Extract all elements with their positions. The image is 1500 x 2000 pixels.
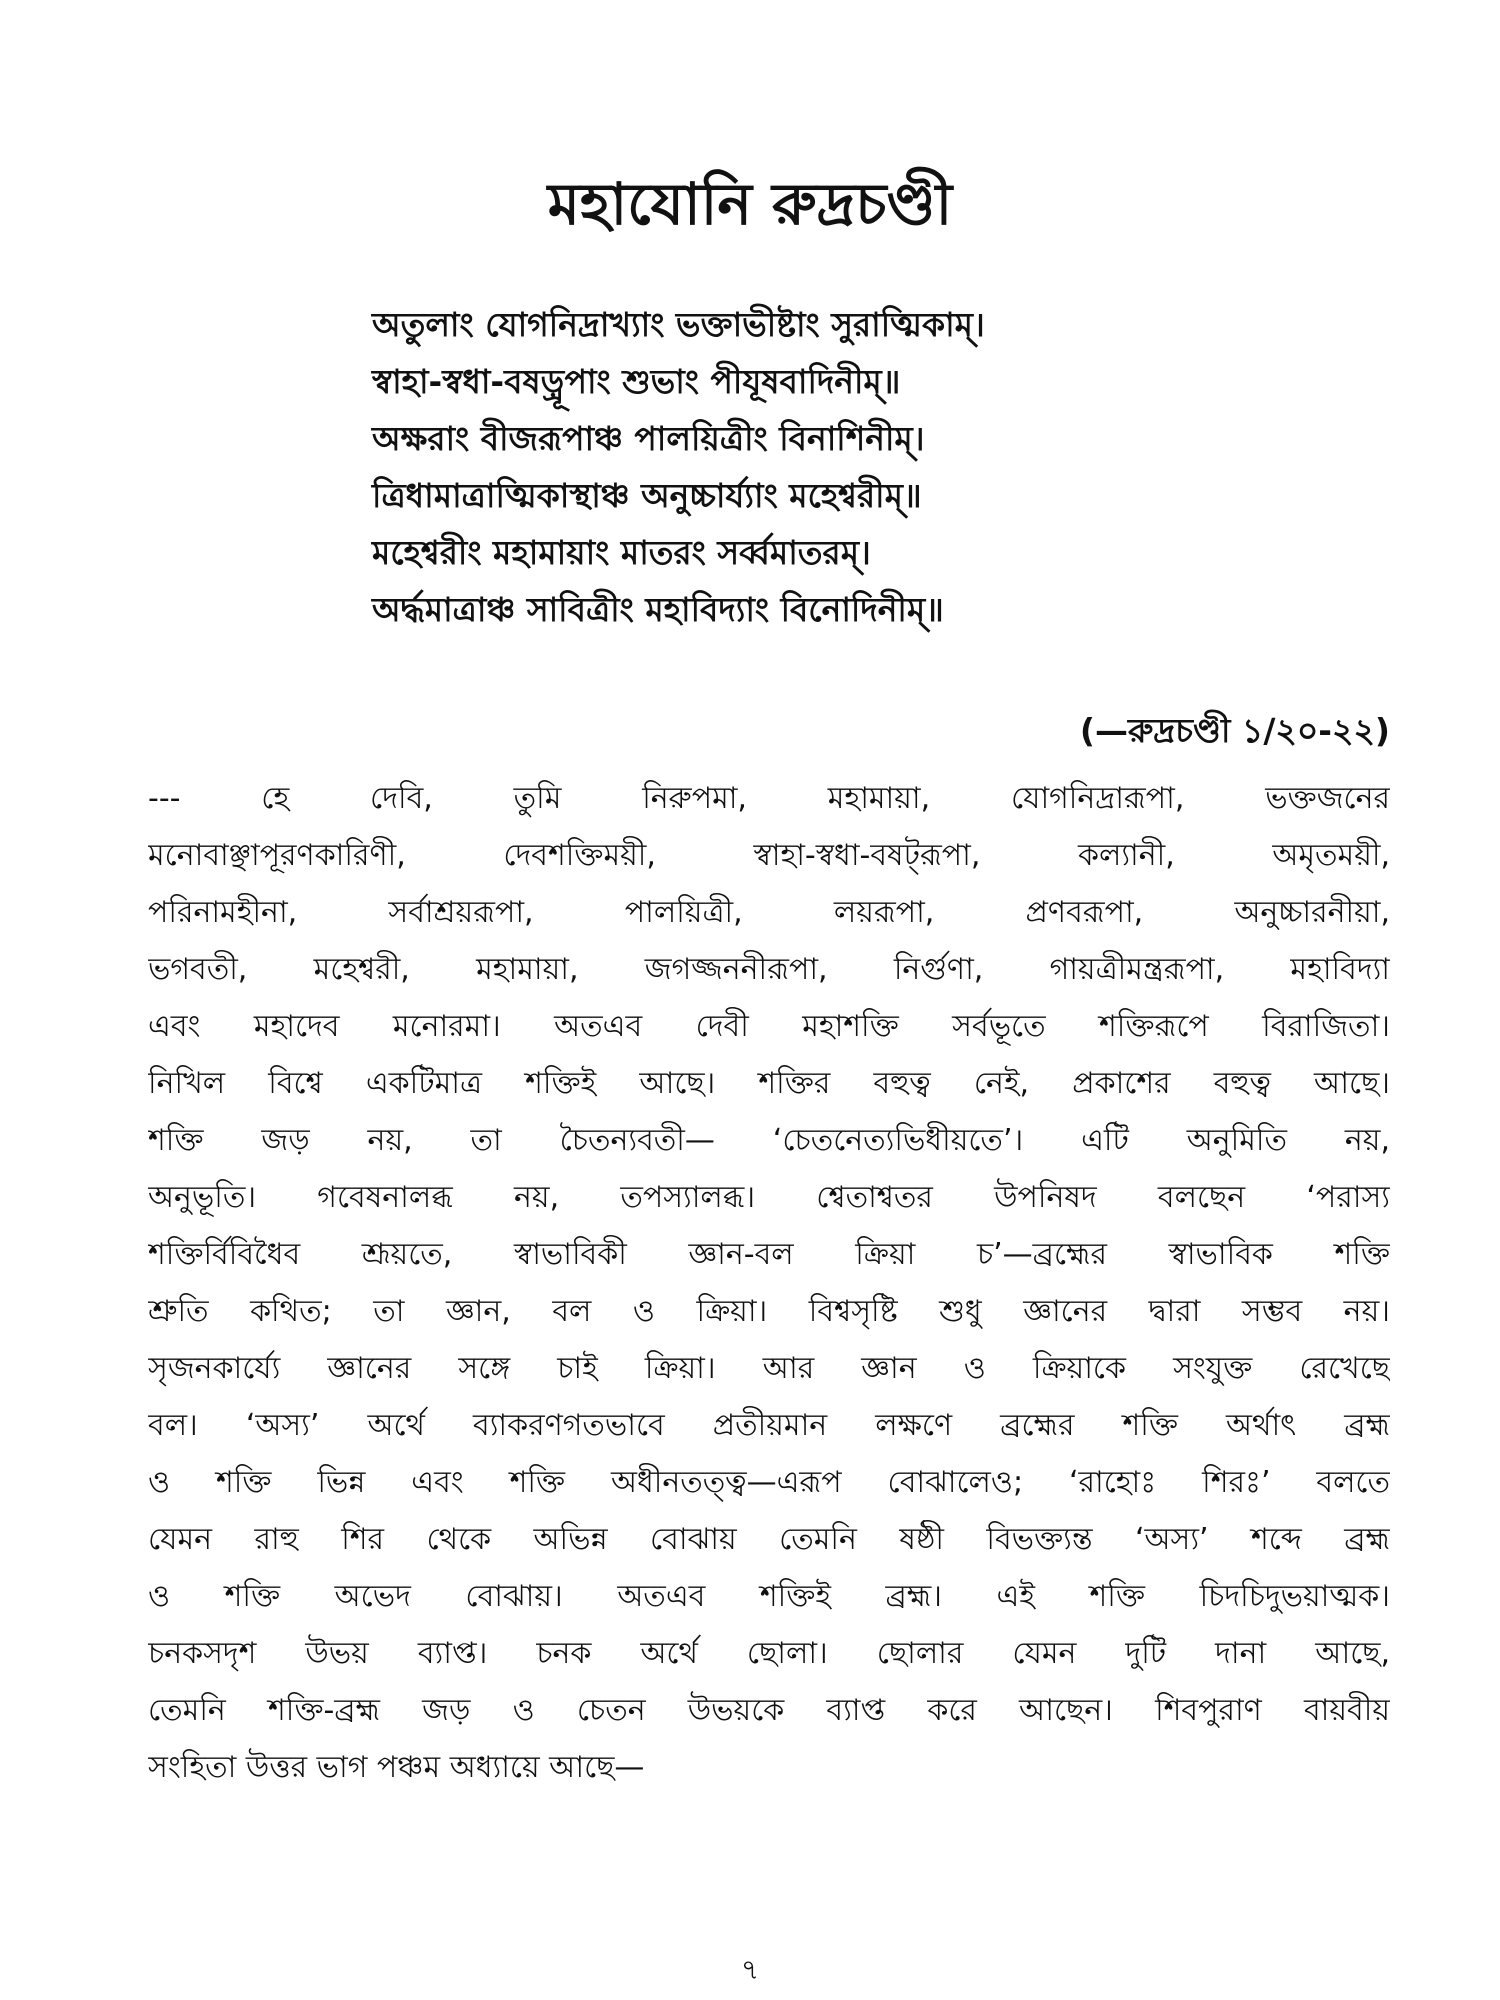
prose-line: চনকসদৃশ উভয় ব্যাপ্ত। চনক অর্থে ছোলা। ছোলার যেমন দুটি দানা আছে, [148,1636,1390,1671]
verse-line: অতুলাং যোগনিদ্রাখ্যাং ভক্তাভীষ্টাং সুরাত্মিকাম্। [372,305,985,344]
prose-line: অনুভূতি। গবেষনালব্ধ নয়, তপস্যালব্ধ। শ্বেতাশ্বতর উপনিষদ বলছেন ‘পরাস্য [148,1180,1390,1215]
prose-line: শক্তি জড় নয়, তা চৈতন্যবতী— ‘চেতনেত্যভিধীয়তে’। এটি অনুমিতি নয়, [148,1123,1390,1158]
verse-line: অর্দ্ধমাত্রাঞ্চ সাবিত্রীং মহাবিদ্যাং বিনোদিনীম্॥ [372,590,944,629]
verse-line: স্বাহা-স্বধা-বষড়্রূপাং শুভাং পীযূষবাদিনীম্॥ [372,362,901,401]
prose-line: ভগবতী, মহেশ্বরী, মহামায়া, জগজ্জননীরূপা, নির্গুণা, গায়ত্রীমন্ত্ররূপা, মহাবিদ্যা [148,952,1390,987]
sanskrit-verses [372,296,1422,638]
page-number: ৭ [740,1953,760,1986]
prose-line: মনোবাঞ্ছাপূরণকারিণী, দেবশক্তিময়ী, স্বাহা-স্বধা-বষট্‌রূপা, কল্যানী, অমৃতময়ী, [148,838,1390,873]
prose-line: নিখিল বিশ্বে একটিমাত্র শক্তিই আছে। শক্তির বহুত্ব নেই, প্রকাশের বহুত্ব আছে। [148,1066,1390,1101]
prose-line: তেমনি শক্তি-ব্রহ্ম জড় ও চেতন উভয়কে ব্যাপ্ত করে আছেন। শিবপুরাণ বায়বীয় [148,1693,1390,1728]
prose-line: সৃজনকার্য্যে জ্ঞানের সঙ্গে চাই ক্রিয়া। আর জ্ঞান ও ক্রিয়াকে সংযুক্ত রেখেছে [148,1351,1390,1386]
prose-line: যেমন রাহু শির থেকে অভিন্ন বোঝায় তেমনি ষষ্ঠী বিভক্ত্যন্ত ‘অস্য’ শব্দে ব্রহ্ম [148,1522,1390,1557]
commentary-paragraph [148,770,1390,1796]
prose-line: শক্তির্বিবিধৈব শ্রূয়তে, স্বাভাবিকী জ্ঞান-বল ক্রিয়া চ’—ব্রহ্মের স্বাভাবিক শক্তি [148,1237,1390,1272]
prose-line: বল। ‘অস্য’ অর্থে ব্যাকরণগতভাবে প্রতীয়মান লক্ষণে ব্রহ্মের শক্তি অর্থাৎ ব্রহ্ম [148,1408,1390,1443]
prose-line: সংহিতা উত্তর ভাগ পঞ্চম অধ্যায়ে আছে— [148,1750,645,1785]
prose-line: পরিনামহীনা, সর্বাশ্রয়রূপা, পালয়িত্রী, লয়রূপা, প্রণবরূপা, অনুচ্চারনীয়া, [148,895,1390,930]
prose-line: শ্রুতি কথিত; তা জ্ঞান, বল ও ক্রিয়া। বিশ্বসৃষ্টি শুধু জ্ঞানের দ্বারা সম্ভব নয়। [148,1294,1390,1329]
prose-line: এবং মহাদেব মনোরমা। অতএব দেবী মহাশক্তি সর্বভূতে শক্তিরূপে বিরাজিতা। [148,1009,1390,1044]
verse-line: ত্রিধামাত্রাত্মিকাস্থাঞ্চ অনুচ্চার্য্যাং মহেশ্বরীম্॥ [372,476,922,515]
page-title: মহাযোনি রুদ্রচণ্ডী [547,170,953,238]
prose-line: --- হে দেবি, তুমি নিরুপমা, মহামায়া, যোগনিদ্রারূপা, ভক্তজনের [148,781,1390,816]
prose-line: ও শক্তি ভিন্ন এবং শক্তি অধীনতত্ত্ব—এরূপ বোঝালেও; ‘রাহোঃ শিরঃ’ বলতে [148,1465,1390,1500]
prose-line: ও শক্তি অভেদ বোঝায়। অতএব শক্তিই ব্রহ্ম। এই শক্তি চিদচিদুভয়াত্মক। [148,1579,1390,1614]
verse-citation: (—রুদ্রচণ্ডী ১/২০-২২) [1079,711,1390,750]
verse-line: অক্ষরাং বীজরূপাঞ্চ পালয়িত্রীং বিনাশিনীম্। [372,419,925,458]
verse-line: মহেশ্বরীং মহামায়াং মাতরং সর্ব্বমাতরম্। [372,533,871,572]
